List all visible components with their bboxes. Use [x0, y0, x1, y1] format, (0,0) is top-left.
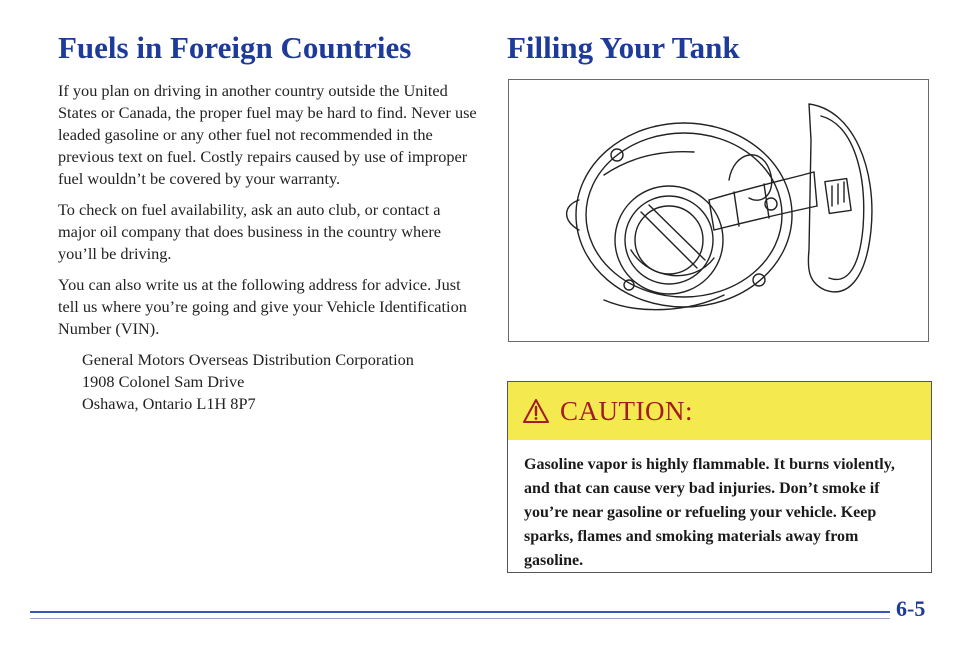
heading-fuels-in-foreign-countries: Fuels in Foreign Countries: [58, 30, 412, 65]
warning-triangle-icon: [522, 398, 550, 424]
caution-header: [508, 382, 931, 440]
heading-filling-your-tank: Filling Your Tank: [507, 30, 740, 65]
left-column: [58, 80, 478, 415]
address-line-city: Oshawa, Ontario L1H 8P7: [82, 394, 256, 413]
fuel-door-illustration-icon: [509, 80, 927, 340]
address-line-street: 1908 Colonel Sam Drive: [82, 372, 245, 391]
footer-rule-secondary: [30, 618, 890, 619]
caution-title: CAUTION:: [560, 395, 693, 426]
mailing-address: [82, 349, 478, 415]
page-number: 6-5: [896, 596, 926, 621]
paragraph-write-us: You can also write us at the following address for advice. Just tell us where you’re going and give your Vehicle Identification Number (VIN).: [58, 275, 467, 338]
paragraph-proper-fuel: If you plan on driving in another country outside the United States or Canada, the proper fuel may be hard to find. Never use leaded gasoline or any other fuel not recommended in the previous text on fuel. Costly repairs caused by use of improper fuel wouldn’t be covered by your warranty.: [58, 81, 477, 188]
paragraph-fuel-availability: To check on fuel availability, ask an auto club, or contact a major oil company that does business in the country where you’ll be driving.: [58, 200, 441, 263]
caution-box: [507, 381, 932, 573]
address-line-company: General Motors Overseas Distribution Corporation: [82, 350, 414, 369]
caution-text: Gasoline vapor is highly flammable. It burns violently, and that can cause very bad injuries. Don’t smoke if you’re near gasoline or refueling your vehicle. Keep sparks, flames and smoking materials away from gasoline.: [524, 456, 895, 569]
footer-rule: [30, 611, 890, 613]
fuel-door-figure: [508, 79, 929, 342]
